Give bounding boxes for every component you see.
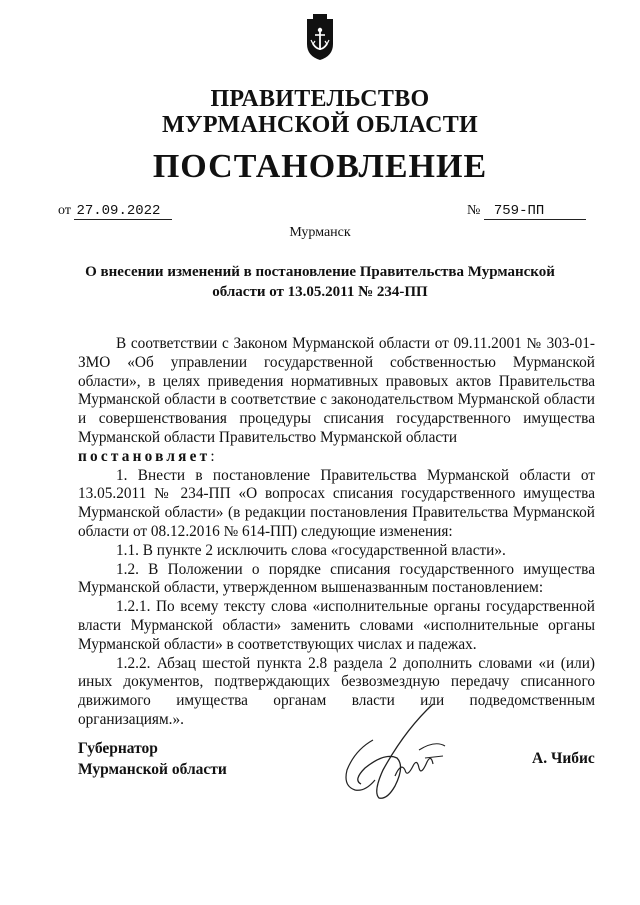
city: Мурманск [289, 225, 351, 240]
document-subject [0, 262, 640, 302]
date-block [58, 203, 172, 220]
decree-word: постановляет [78, 447, 211, 465]
document-date: 27.09.2022 [74, 204, 172, 220]
signatory-title-line1: Губернатор [78, 740, 158, 757]
org-name-line2: МУРМАНСКОЙ ОБЛАСТИ [162, 112, 478, 138]
handwritten-signature [335, 700, 455, 810]
org-name-line1: ПРАВИТЕЛЬСТВО [210, 86, 430, 112]
number-block [467, 203, 586, 220]
date-prefix: от [58, 203, 71, 218]
coat-of-arms-icon [302, 14, 338, 62]
number-prefix: № [467, 203, 481, 218]
subject-line2: области от 13.05.2011 № 234-ПП [212, 284, 428, 300]
item-1: 1. Внести в постановление Правительства Мурманской области от 13.05.2011 № 234-ПП «О вопросах списания государственного имущества Мурманской области» (в редакции постановления Правительства Мурманской области от 08.12.2016 № 614-ПП) следующие изменения: [78, 466, 595, 540]
item-1-2: 1.2. В Положении о порядке списания государственного имущества Мурманской области, утвержденном вышеназванным постановлением: [78, 560, 595, 597]
document-body [78, 335, 595, 730]
item-1-2-1: 1.2.1. По всему тексту слова «исполнительные органы государственной власти Мурманской области» заменить словами «исполнительные органы Мурманской области» в соответствующих числах и падежах. [78, 598, 595, 653]
signatory-name: А. Чибис [532, 750, 595, 767]
signatory-title-line2: Мурманской области [78, 761, 227, 778]
document-type: ПОСТАНОВЛЕНИЕ [152, 148, 488, 185]
preamble-paragraph: В соответствии с Законом Мурманской области от 09.11.2001 № 303-01-ЗМО «Об управлении государственной собственностью Мурманской области», в целях приведения нормативных правовых актов Правительства Мурманской области в соответствие с законодательством Мурманской области и совершенствования процедуры списания государственного имущества Мурманской области Правительство Мурманской области [78, 335, 595, 446]
signatory-title [78, 738, 227, 780]
document-number: 759-ПП [484, 204, 586, 220]
item-1-1: 1.1. В пункте 2 исключить слова «государственной власти». [116, 541, 506, 559]
decree-colon: : [210, 447, 215, 465]
subject-line1: О внесении изменений в постановление Правительства Мурманской [85, 264, 555, 280]
item-1-2-2: 1.2.2. Абзац шестой пункта 2.8 раздела 2 дополнить словами «и (или) иных документов, подтверждающих безвозмездную передачу списанного движимого имущества органам власти или подведомственным организациям.». [78, 654, 595, 728]
decree-line [78, 448, 595, 467]
